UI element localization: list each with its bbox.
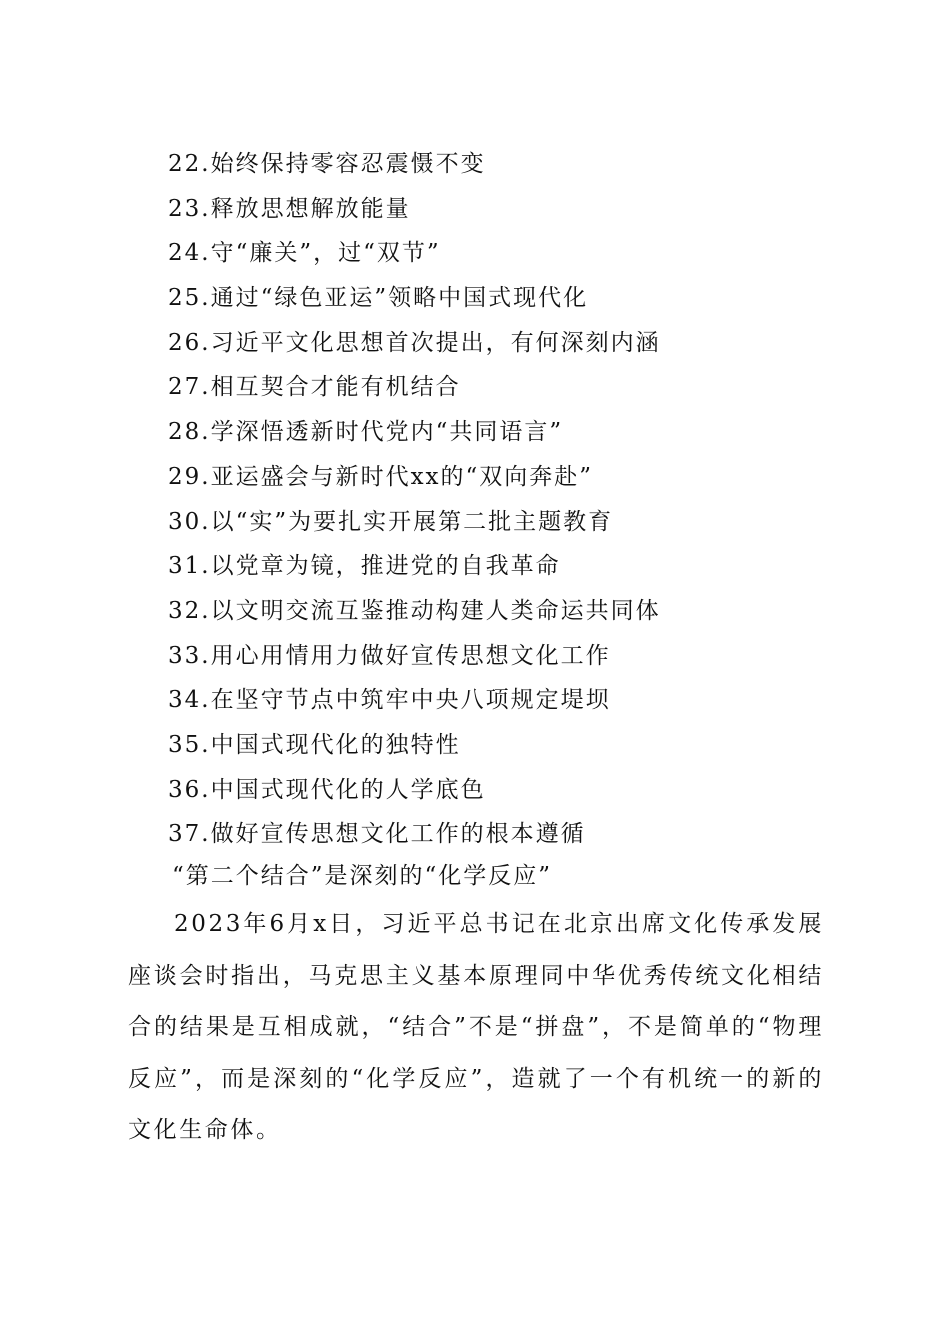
- list-item: 37.做好宣传思想文化工作的根本遵循: [168, 821, 586, 848]
- list-item: 35.中国式现代化的独特性: [168, 731, 461, 758]
- list-item: 28.学深悟透新时代党内“共同语言”: [168, 419, 564, 446]
- list-item: 26.习近平文化思想首次提出，有何深刻内涵: [168, 329, 661, 356]
- list-item: 29.亚运盛会与新时代xx的“双向奔赴”: [168, 463, 594, 490]
- article-heading: “第二个结合”是深刻的“化学反应”: [172, 863, 553, 889]
- list-item: 33.用心用情用力做好宣传思想文化工作: [168, 642, 611, 669]
- article-paragraph: 2023年6月x日，习近平总书记在北京出席文化传承发展座谈会时指出，马克思主义基本原理同中华优秀传统文化相结合的结果是互相成就，“结合”不是“拼盘”，不是简单的“物理反应”，而是深刻的“化学反应”，造就了一个有机统一的新的文化生命体。: [128, 911, 824, 1143]
- list-item: 23.释放思想解放能量: [168, 195, 411, 222]
- list-item: 32.以文明交流互鉴推动构建人类命运共同体: [168, 597, 661, 624]
- list-item: 22.始终保持零容忍震慑不变: [168, 151, 486, 177]
- list-item: 36.中国式现代化的人学底色: [168, 776, 486, 803]
- list-item: 31.以党章为镜，推进党的自我革命: [168, 553, 561, 580]
- list-item: 30.以“实”为要扎实开展第二批主题教育: [168, 508, 614, 535]
- list-item: 24.守“廉关”，过“双节”: [168, 240, 441, 267]
- list-item: 25.通过“绿色亚运”领略中国式现代化: [168, 285, 589, 312]
- list-item: 27.相互契合才能有机结合: [168, 374, 461, 401]
- list-item: 34.在坚守节点中筑牢中央八项规定堤坝: [168, 687, 611, 714]
- article-title-list: [168, 142, 661, 857]
